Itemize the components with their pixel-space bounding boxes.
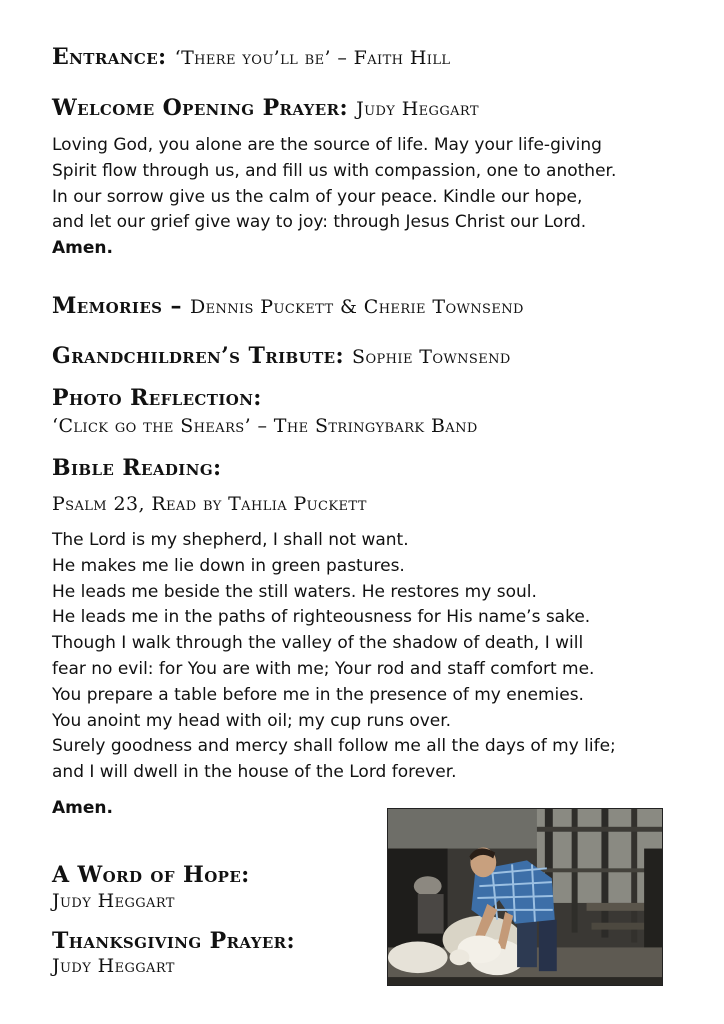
bible-reading-amen: Amen. xyxy=(52,798,113,818)
photo-reflection-heading xyxy=(52,385,262,411)
psalm-line: and I will dwell in the house of the Lord forever. xyxy=(52,762,457,783)
welcome-prayer-label: Welcome Opening Prayer: xyxy=(52,95,349,121)
memories-heading xyxy=(52,293,524,319)
memories-people: Dennis Puckett & Cherie Townsend xyxy=(189,296,524,318)
prayer-line: Loving God, you alone are the source of life. May your life-giving xyxy=(52,135,602,155)
word-of-hope-label: A Word of Hope: xyxy=(52,862,250,888)
entrance-label: Entrance: xyxy=(52,44,167,70)
psalm-line: Surely goodness and mercy shall follow me all the days of my life; xyxy=(52,736,616,757)
thanksgiving-person: Judy Heggart xyxy=(52,955,175,977)
tribute-person: Sophie Townsend xyxy=(352,346,511,368)
entrance-detail: ‘There you’ll be’ – Faith Hill xyxy=(174,47,451,69)
psalm-line: The Lord is my shepherd, I shall not want. xyxy=(52,530,409,550)
shearing-photo-illustration xyxy=(388,809,662,985)
prayer-line: In our sorrow give us the calm of your peace. Kindle our hope, xyxy=(52,186,583,207)
welcome-prayer-person: Judy Heggart xyxy=(356,98,479,120)
psalm-line: He leads me in the paths of righteousness for His name’s sake. xyxy=(52,607,591,628)
word-of-hope-heading xyxy=(52,862,250,888)
memories-label: Memories – xyxy=(52,293,182,319)
prayer-line: and let our grief give way to joy: through Jesus Christ our Lord. xyxy=(52,212,587,233)
photo-reflection-label: Photo Reflection: xyxy=(52,385,262,411)
psalm-line: You anoint my head with oil; my cup runs over. xyxy=(52,710,452,731)
psalm-text xyxy=(52,528,616,786)
psalm-line: Though I walk through the valley of the shadow of death, I will xyxy=(52,633,584,654)
thanksgiving-label: Thanksgiving Prayer: xyxy=(52,928,296,954)
welcome-prayer-text xyxy=(52,133,616,236)
bible-reading-heading xyxy=(52,455,222,481)
welcome-prayer-heading xyxy=(52,95,479,121)
photo-reflection-song: ‘Click go the Shears’ – The Stringybark Band xyxy=(52,415,478,437)
psalm-line: He leads me beside the still waters. He restores my soul. xyxy=(52,581,537,602)
thanksgiving-heading xyxy=(52,928,295,954)
shearing-photo xyxy=(387,808,663,986)
welcome-prayer-amen: Amen. xyxy=(52,238,113,258)
prayer-line: Spirit flow through us, and fill us with compassion, one to another. xyxy=(52,160,617,181)
psalm-line: You prepare a table before me in the presence of my enemies. xyxy=(52,684,584,705)
bible-reading-passage: Psalm 23, Read by Tahlia Puckett xyxy=(52,493,367,515)
tribute-label: Grandchildren’s Tribute: xyxy=(52,343,344,369)
psalm-line: He makes me lie down in green pastures. xyxy=(52,555,405,576)
entrance-heading xyxy=(52,44,450,70)
bible-reading-label: Bible Reading: xyxy=(52,455,222,481)
tribute-heading xyxy=(52,343,511,369)
psalm-line: fear no evil: for You are with me; Your rod and staff comfort me. xyxy=(52,658,595,679)
word-of-hope-person: Judy Heggart xyxy=(52,890,175,912)
